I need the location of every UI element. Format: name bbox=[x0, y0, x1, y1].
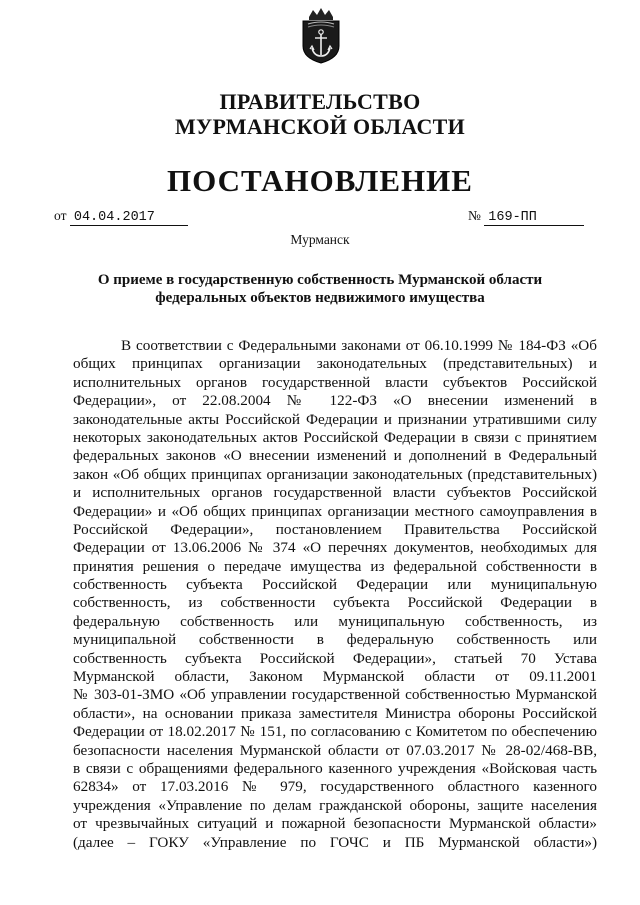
body-line: собственность субъекта Российской Федерации», статьей 70 Устава bbox=[73, 649, 597, 667]
body-line: собственность субъекта Российской Федерации или муниципальную bbox=[73, 576, 597, 594]
body-line: собственность, из собственности субъекта Российской Федерации в bbox=[73, 594, 597, 612]
document-type: ПОСТАНОВЛЕНИЕ bbox=[167, 163, 473, 198]
body-line: федеральных законов «О внесении изменений и дополнений в Федеральный bbox=[73, 447, 597, 465]
title-line-1: О приеме в государственную собственность Мурманской области bbox=[97, 272, 543, 288]
body-line: в связи с обращениями федерального казенного учреждения «Войсковая часть bbox=[73, 759, 597, 777]
body-line: области», на основании приказа заместителя Министра обороны Российской bbox=[73, 704, 597, 722]
organization-name bbox=[0, 89, 640, 139]
body-line: муниципальной собственности в федеральную собственность или bbox=[73, 631, 597, 649]
body-line: 62834» от 17.03.2016 № 979, государственного областного казенного bbox=[73, 778, 597, 796]
document-body bbox=[73, 337, 597, 852]
decree-date bbox=[54, 208, 188, 226]
body-line: принятия решения о передаче имущества из федеральной собственности в bbox=[73, 557, 597, 575]
body-line: учреждения «Управление по делам гражданской обороны, защите населения bbox=[73, 796, 597, 814]
coat-of-arms-emblem bbox=[300, 8, 342, 64]
body-line: (далее – ГОКУ «Управление по ГОЧС и ПБ Мурманской области») bbox=[73, 833, 597, 851]
body-line: В соответствии с Федеральными законами от 06.10.1999 № 184-ФЗ «Об bbox=[121, 337, 597, 354]
body-line: Российской Федерации», постановлением Правительства Российской bbox=[73, 520, 597, 538]
body-line: некоторых законодательных актов Российской Федерации в связи с принятием bbox=[73, 428, 597, 446]
body-line: общих принципах организации законодательных (представительных) и bbox=[73, 355, 597, 373]
body-line: федеральную собственность или муниципальную собственность, из bbox=[73, 612, 597, 630]
body-line: исполнительных органов государственной власти субъектов Российской bbox=[73, 373, 597, 391]
document-title bbox=[80, 271, 560, 307]
body-line: Федерации от 13.06.2006 № 374 «О перечнях документов, необходимых для bbox=[73, 539, 597, 557]
decree-number bbox=[468, 208, 584, 226]
date-prefix: от bbox=[54, 208, 67, 223]
date-value: 04.04.2017 bbox=[70, 210, 188, 226]
body-line: Федерации», от 22.08.2004 № 122-ФЗ «О внесении изменений в bbox=[73, 392, 597, 410]
body-line: № 303-01-ЗМО «Об управлении государственной собственностью Мурманской bbox=[73, 686, 597, 704]
body-line: и исполнительных органов государственной власти субъектов Российской bbox=[73, 484, 597, 502]
number-prefix: № bbox=[468, 208, 481, 223]
title-line-2: федеральных объектов недвижимого имущества bbox=[155, 290, 485, 306]
body-line: Федерации от 18.02.2017 № 151, по согласованию с Комитетом по обеспечению bbox=[73, 723, 597, 741]
body-line: от чрезвычайных ситуаций и пожарной безопасности Мурманской области» bbox=[73, 815, 597, 833]
body-line: законодательные акты Российской Федерации и признании утратившими силу bbox=[73, 410, 597, 428]
body-line: безопасности населения Мурманской области от 07.03.2017 № 28-02/468-ВВ, bbox=[73, 741, 597, 759]
organization-line-2: МУРМАНСКОЙ ОБЛАСТИ bbox=[174, 114, 466, 139]
number-value: 169-ПП bbox=[484, 210, 584, 226]
city-name: Мурманск bbox=[290, 232, 350, 247]
body-line: Федерации» и «Об общих принципах организации местного самоуправления в bbox=[73, 502, 597, 520]
body-line: закон «Об общих принципах организации законодательных (представительных) bbox=[73, 465, 597, 483]
body-line: Мурманской области, Законом Мурманской области от 09.11.2001 bbox=[73, 668, 597, 686]
anchor-shield-icon bbox=[300, 8, 342, 64]
organization-line-1: ПРАВИТЕЛЬСТВО bbox=[219, 89, 421, 114]
